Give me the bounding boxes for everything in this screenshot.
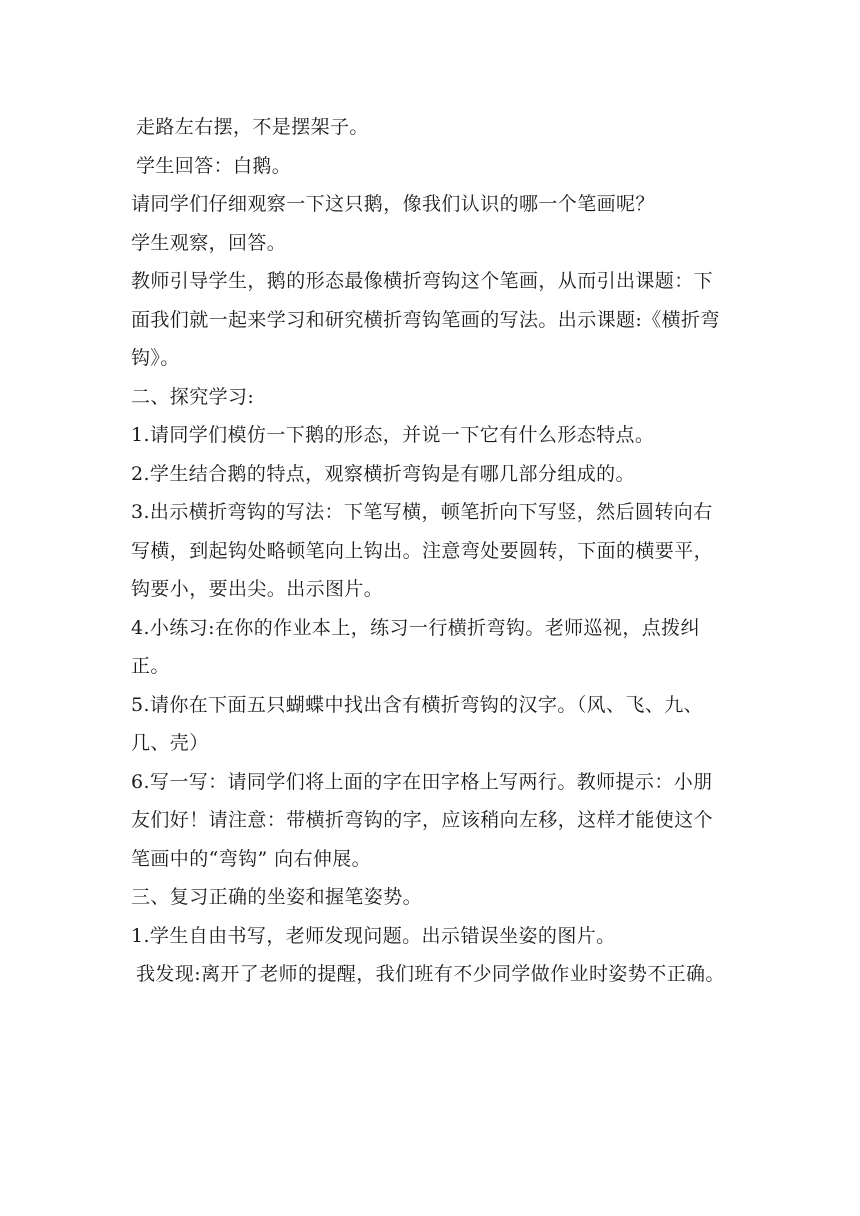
posture-item-1: 1.学生自由书写，老师发现问题。出示错误坐姿的图片。: [131, 924, 616, 947]
list-item-3: 3.出示横折弯钩的写法：下笔写横，顿笔折向下写竖，然后圆转向右写横，到起钩处略顿笔向上钩出。注意弯处要圆转，下面的横要平，钩要小，要出尖。出示图片。: [131, 501, 714, 600]
paragraph-goose-walk: 走路左右摆，不是摆架子。: [136, 116, 369, 138]
paragraph-observe-question: 请同学们仔细观察一下这只鹅，像我们认识的哪一个笔画呢？: [131, 193, 655, 215]
paragraph-student-answer: 学生回答：白鹅。: [136, 154, 292, 177]
list-item-6: 6.写一写：请同学们将上面的字在田字格上写两行。教师提示：小朋友们好！请注意：带横折弯钩的字，应该稍向左移，这样才能使这个笔画中的“弯钩” 向右伸展。: [131, 770, 714, 870]
paragraph-teacher-guide: 教师引导学生，鹅的形态最像横折弯钩这个笔画，从而引出课题：下面我们就一起来学习和研究横折弯钩笔画的写法。出示课题:《横折弯钩》。: [131, 270, 720, 369]
paragraph-discovery: 我发现:离开了老师的提醒，我们班有不少同学做作业时姿势不正确。: [136, 963, 725, 985]
list-item-1: 1.请同学们模仿一下鹅的形态，并说一下它有什么形态特点。: [131, 424, 655, 446]
list-item-2: 2.学生结合鹅的特点，观察横折弯钩是有哪几部分组成的。: [131, 462, 635, 485]
document-body: [131, 108, 731, 994]
section-heading-explore: 二、探究学习:: [131, 385, 255, 408]
paragraph-student-observe: 学生观察，回答。: [131, 231, 287, 254]
list-item-5: 5.请你在下面五只蝴蝶中找出含有横折弯钩的汉字。（风、飞、九、几、壳）: [131, 693, 704, 754]
section-heading-posture: 三、复习正确的坐姿和握笔姿势。: [131, 886, 423, 908]
list-item-4: 4.小练习:在你的作业本上，练习一行横折弯钩。老师巡视，点拨纠正。: [131, 616, 700, 677]
